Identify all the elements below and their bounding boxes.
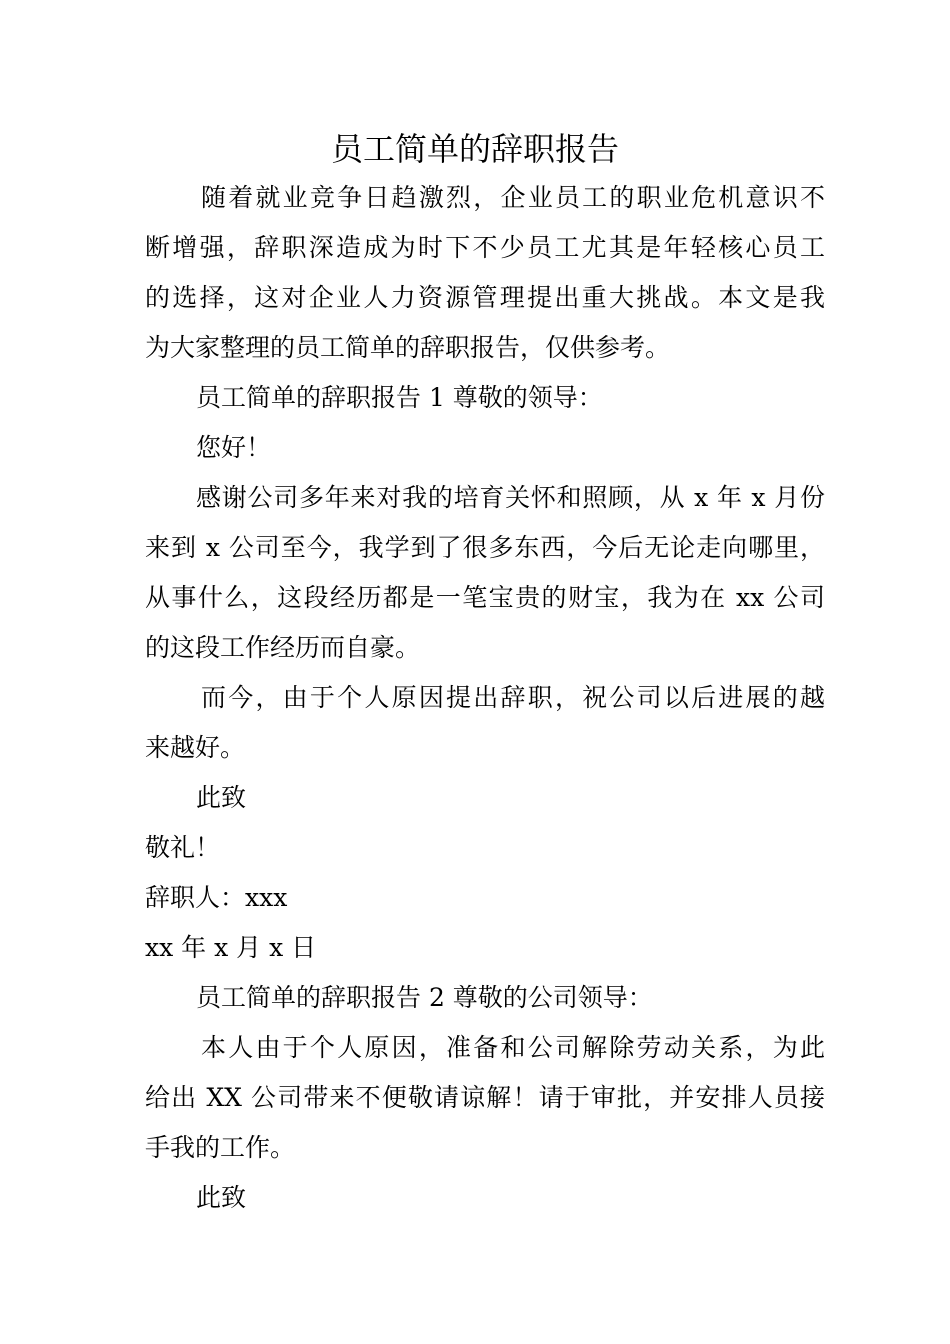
- paragraph-line: 从事什么，这段经历都是一笔宝贵的财宝，我为在 xx 公司: [145, 583, 825, 612]
- paragraph-line: 而今，由于个人原因提出辞职，祝公司以后进展的越: [201, 683, 825, 712]
- date-line: xx 年 x 月 x 日: [145, 933, 317, 962]
- paragraph-line: 为大家整理的员工简单的辞职报告，仅供参考。: [145, 333, 671, 362]
- paragraph-line: 给出 XX 公司带来不便敬请谅解！请于审批，并安排人员接: [145, 1083, 825, 1112]
- paragraph-line: 来到 x 公司至今，我学到了很多东西，今后无论走向哪里，: [145, 533, 825, 562]
- greeting: 您好！: [196, 433, 272, 462]
- paragraph-line: 来越好。: [145, 733, 246, 762]
- closing-phrase: 此致: [196, 1183, 247, 1212]
- letter-heading: 员工简单的辞职报告 1 尊敬的领导：: [196, 383, 603, 412]
- signature-line: 辞职人：xxx: [145, 883, 288, 912]
- paragraph-line: 的选择，这对企业人力资源管理提出重大挑战。本文是我: [145, 283, 825, 312]
- closing-phrase: 此致: [196, 783, 247, 812]
- paragraph-line: 本人由于个人原因，准备和公司解除劳动关系，为此: [201, 1033, 825, 1062]
- paragraph-line: 随着就业竞争日趋激烈，企业员工的职业危机意识不: [201, 183, 825, 212]
- paragraph-line: 手我的工作。: [145, 1133, 296, 1162]
- paragraph-line: 断增强，辞职深造成为时下不少员工尤其是年轻核心员工: [145, 233, 825, 262]
- paragraph-line: 感谢公司多年来对我的培育关怀和照顾，从 x 年 x 月份: [196, 483, 825, 512]
- document-title: 员工简单的辞职报告: [330, 130, 619, 168]
- salutation: 敬礼！: [145, 833, 221, 862]
- paragraph-line: 的这段工作经历而自豪。: [145, 633, 421, 662]
- letter-heading: 员工简单的辞职报告 2 尊敬的公司领导：: [196, 983, 653, 1012]
